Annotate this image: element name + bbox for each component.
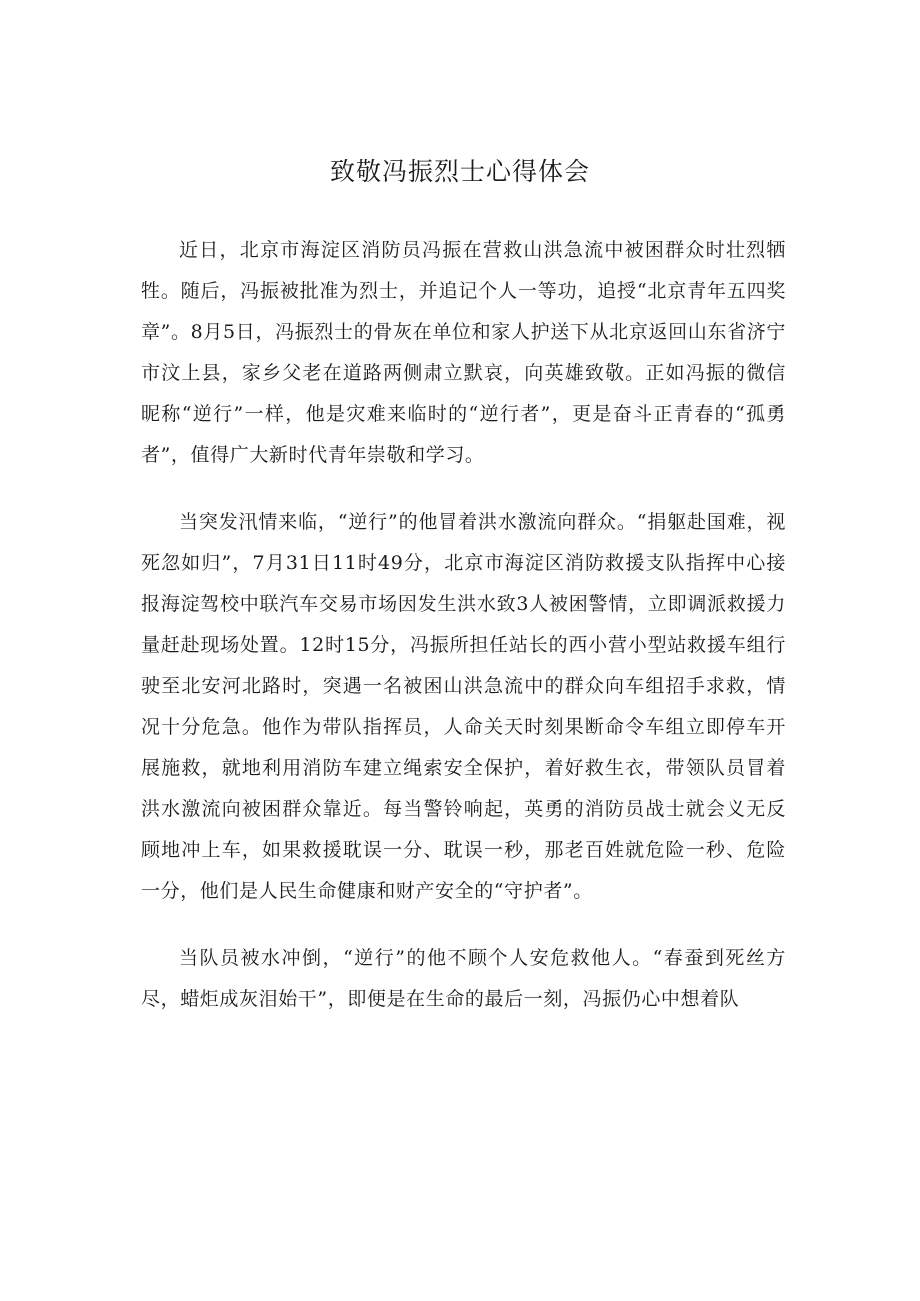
paragraph-3: 当队员被水冲倒，“逆行”的他不顾个人安危救他人。“春蚕到死丝方尽，蜡炬成灰泪始干”，即便是在生命的最后一刻，冯振仍心中想着队 xyxy=(141,947,786,1010)
paragraph-2: 当突发汛情来临，“逆行”的他冒着洪水激流向群众。“捐躯赴国难，视死忽如归”，7月31日11时49分，北京市海淀区消防救援支队指挥中心接报海淀驾校中联汽车交易市场因发生洪水致3人被困警情，立即调派救援力量赶赴现场处置。12时15分，冯振所担任站长的西小营小型站救援车组行驶至北安河北路时，突遇一名被困山洪急流中的群众向车组招手求救，情况十分危急。他作为带队指挥员，人命关天时刻果断命令车组立即停车开展施救，就地利用消防车建立绳索安全保护，着好救生衣，带领队员冒着洪水激流向被困群众靠近。每当警铃响起，英勇的消防员战士就会义无反顾地冲上车，如果救援耽误一分、耽误一秒，那老百姓就危险一秒、危险一分，他们是人民生命健康和财产安全的“守护者”。 xyxy=(141,511,786,902)
paragraph-1: 近日，北京市海淀区消防员冯振在营救山洪急流中被困群众时壮烈牺牲。随后，冯振被批准为烈士，并追记个人一等功，追授“北京青年五四奖章”。8月5日，冯振烈士的骨灰在单位和家人护送下从北京返回山东省济宁市汶上县，家乡父老在道路两侧肃立默哀，向英雄致敬。正如冯振的微信昵称“逆行”一样，他是灾难来临时的“逆行者”，更是奋斗正青春的“孤勇者”，值得广大新时代青年崇敬和学习。 xyxy=(141,239,786,466)
document-title: 致敬冯振烈士心得体会 xyxy=(329,157,590,186)
document-body xyxy=(141,230,786,1046)
